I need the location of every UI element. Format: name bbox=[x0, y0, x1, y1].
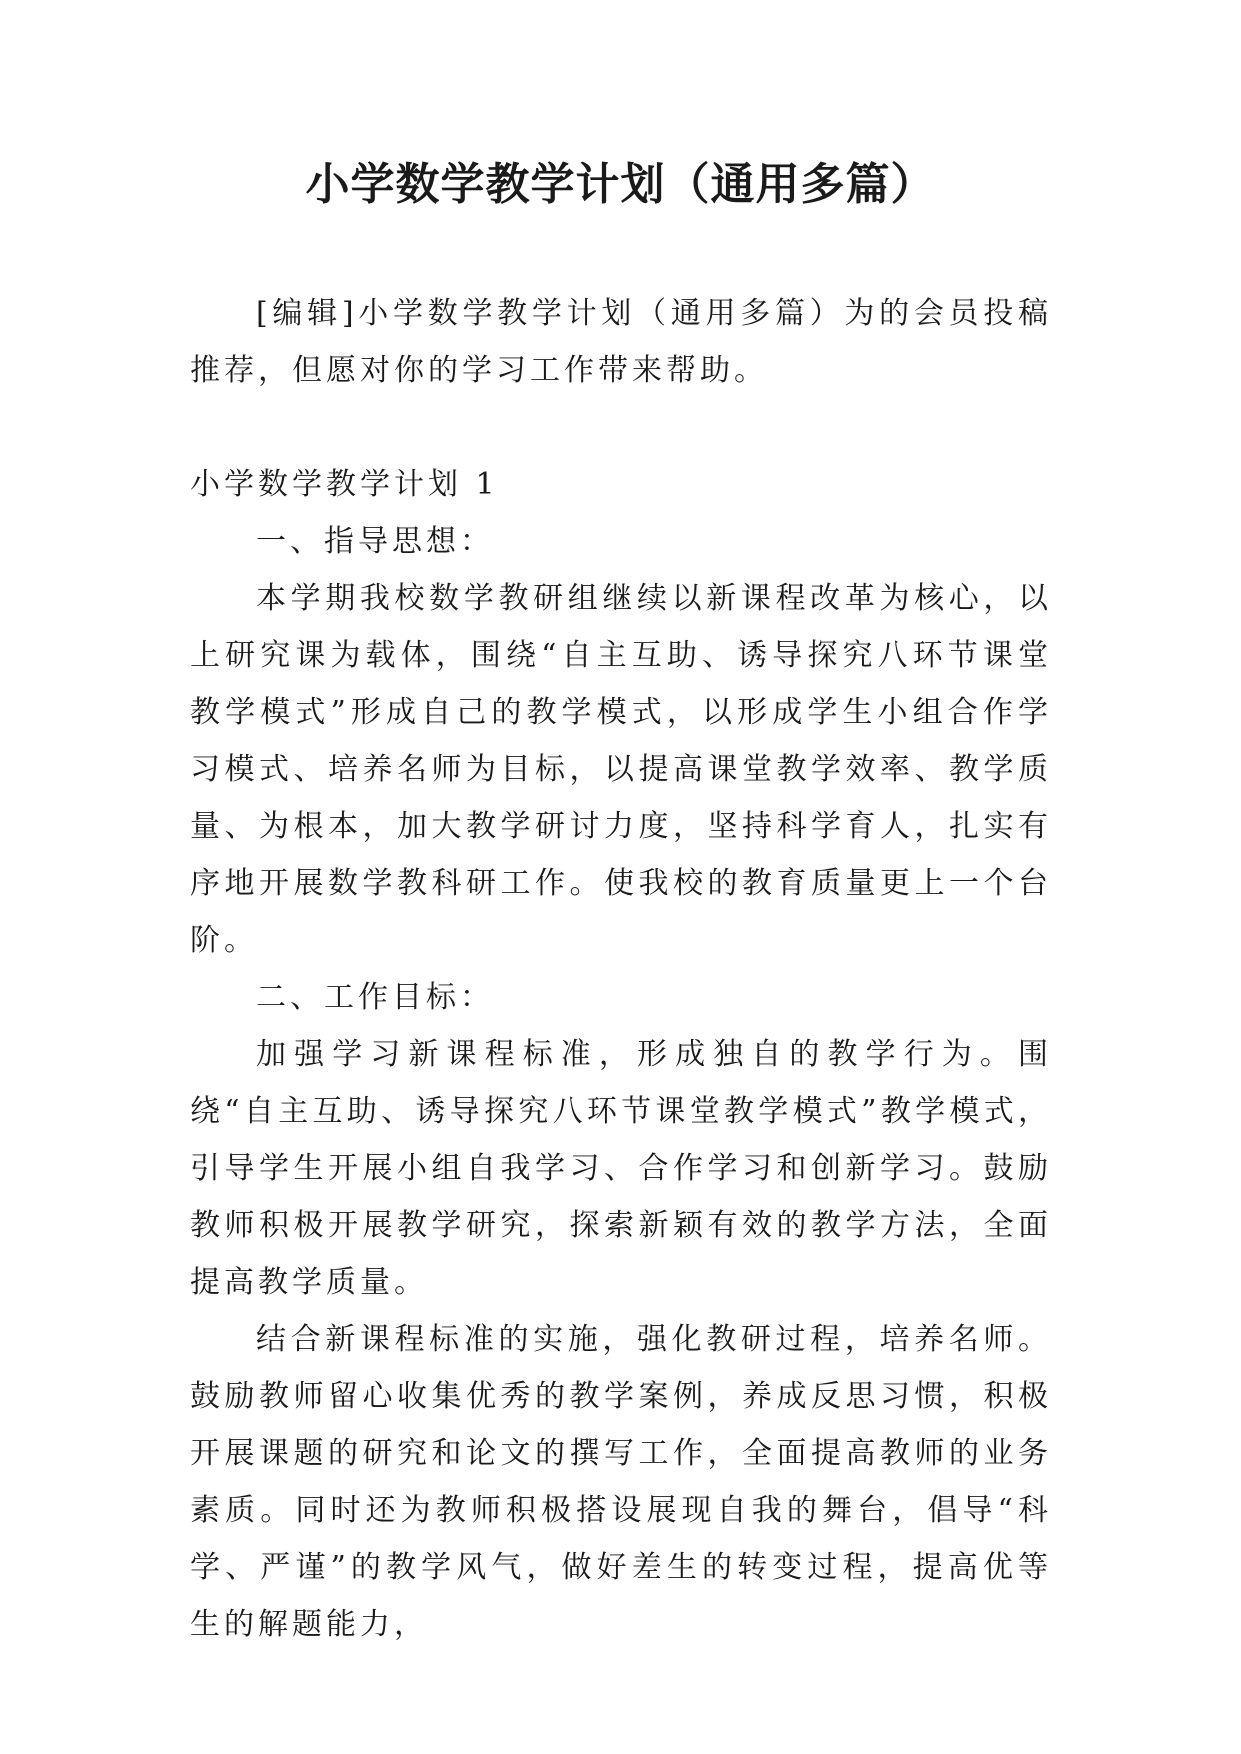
heading-work-goals: 二、工作目标： bbox=[256, 980, 494, 1015]
document-body bbox=[190, 285, 1052, 1653]
intro-paragraph: [编辑]小学数学教学计划（通用多篇）为的会员投稿推荐，但愿对你的学习工作带来帮助。 bbox=[190, 296, 1052, 388]
paragraph-work-goals-1: 加强学习新课程标准，形成独自的教学行为。围绕“自主互助、诱导探究八环节课堂教学模式”教学模式，引导学生开展小组自我学习、合作学习和创新学习。鼓励教师积极开展教学研究，探索新颖有效的教学方法，全面提高教学质量。 bbox=[190, 1037, 1052, 1300]
paragraph-work-goals-2: 结合新课程标准的实施，强化教研过程，培养名师。鼓励教师留心收集优秀的教学案例，养成反思习惯，积极开展课题的研究和论文的撰写工作，全面提高教师的业务素质。同时还为教师积极搭设展现自我的舞台，倡导“科学、严谨”的教学风气，做好差生的转变过程，提高优等生的解题能力， bbox=[190, 1322, 1052, 1642]
document-title: 小学数学教学计划（通用多篇） bbox=[305, 159, 936, 210]
section-title: 小学数学教学计划 1 bbox=[190, 467, 499, 502]
heading-guiding-thought: 一、指导思想： bbox=[256, 524, 494, 559]
paragraph-guiding-thought: 本学期我校数学教研组继续以新课程改革为核心，以上研究课为载体，围绕“自主互助、诱导探究八环节课堂教学模式”形成自己的教学模式，以形成学生小组合作学习模式、培养名师为目标，以提高课堂教学效率、教学质量、为根本，加大教学研讨力度，坚持科学育人，扎实有序地开展数学教科研工作。使我校的教育质量更上一个台阶。 bbox=[190, 581, 1052, 958]
